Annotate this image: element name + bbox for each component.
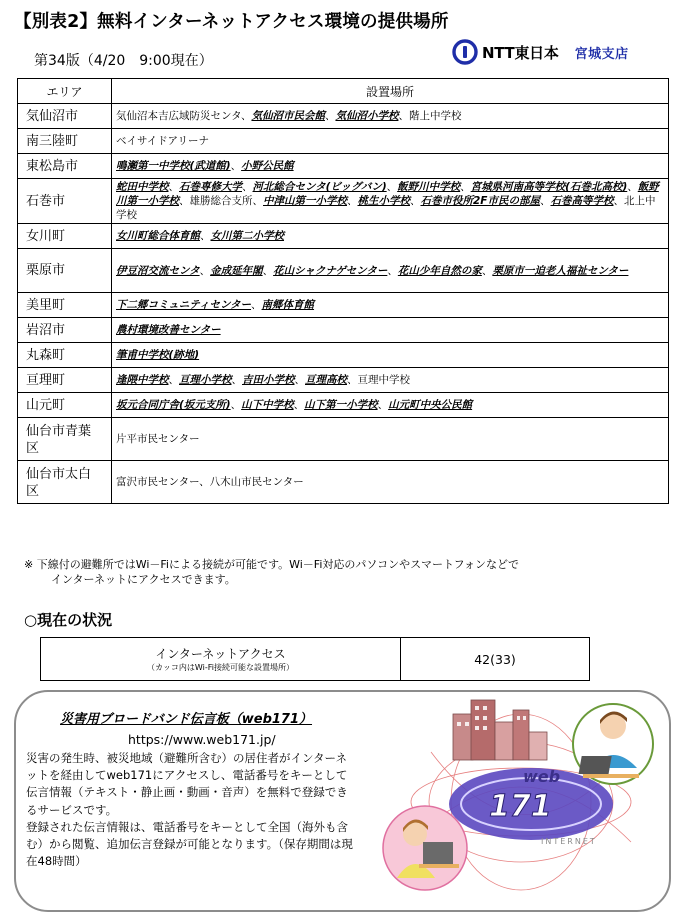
- places-cell: [112, 104, 669, 129]
- place-text: 、: [294, 374, 305, 386]
- place-text: 、雄勝総合支所、: [179, 195, 263, 207]
- place-text: 気仙沼本吉広域防災センタ、: [116, 110, 252, 122]
- place-text: 、: [386, 181, 398, 193]
- wifi-place: 金成延年閣: [210, 264, 263, 277]
- area-cell: 仙台市青葉区: [18, 418, 112, 461]
- status-value: 42(33): [401, 638, 590, 681]
- place-text: 、: [200, 230, 211, 242]
- wifi-place: 栗原市一迫老人福祉センター: [492, 264, 629, 277]
- wifi-place: 中津山第一小学校: [263, 195, 347, 207]
- places-cell: [112, 293, 669, 318]
- web171-logo-icon: [449, 767, 613, 846]
- table-row: [18, 129, 669, 154]
- logo-171-text: 171: [489, 789, 552, 824]
- places-cell: [112, 368, 669, 393]
- wifi-place: 石巻高等学校: [550, 195, 614, 207]
- wifi-place: 坂元合同庁舎(坂元支所): [116, 399, 231, 411]
- area-cell: 美里町: [18, 293, 112, 318]
- places-cell: [112, 154, 669, 179]
- wifi-place: 逢隈中学校: [116, 374, 169, 386]
- places-cell: [112, 179, 669, 224]
- area-cell: 気仙沼市: [18, 104, 112, 129]
- web171-title: 災害用ブロードバンド伝言板（web171）: [60, 712, 313, 727]
- web171-url[interactable]: https://www.web171.jp/: [128, 732, 276, 747]
- header-places: 設置場所: [112, 79, 669, 104]
- places-cell: [112, 224, 669, 249]
- web171-description: 災害の発生時、被災地域（避難所含む）の居住者がインターネットを経由してweb171にアクセスし、電話番号をキーとして伝言情報（テキスト・静止画・動画・音声）を無料で登録できるサービスです。 登録された伝言情報は、電話番号をキーとして全国（海外も含む）から閲覧、追加伝言登録が可能となります。（保存期間は現在48時間）: [26, 751, 353, 869]
- table-row: [18, 418, 669, 461]
- table-row: [18, 368, 669, 393]
- places-cell: [112, 418, 669, 461]
- wifi-place: 気仙沼小学校: [335, 110, 399, 122]
- logo-name: NTT東日本: [482, 43, 559, 62]
- table-row: [18, 393, 669, 418]
- places-cell: [112, 249, 669, 293]
- wifi-place: 宮城県河南高等学校(石巻北高校): [470, 181, 628, 193]
- area-cell: 東松島市: [18, 154, 112, 179]
- table-row: [18, 293, 669, 318]
- table-row: [18, 461, 669, 504]
- place-text: 、: [347, 195, 358, 207]
- place-text: 富沢市民センター、八木山市民センター: [116, 476, 304, 488]
- place-text: 、: [387, 264, 398, 277]
- wifi-place: 石巻市役所2F市民の部屋: [420, 195, 540, 207]
- place-text: 、: [324, 110, 336, 122]
- wifi-place: 蛇田中学校: [116, 181, 169, 193]
- place-text: 、: [262, 264, 274, 277]
- place-text: 、: [377, 399, 389, 411]
- place-text: 、: [168, 181, 179, 193]
- place-text: 、: [293, 399, 305, 411]
- place-text: 、: [168, 374, 179, 386]
- places-cell: [112, 343, 669, 368]
- wifi-place: 山下中学校: [241, 399, 294, 411]
- place-text: 、: [481, 264, 493, 277]
- wifi-place: 飯野川第一小学校: [116, 181, 659, 207]
- wifi-place: 山下第一小学校: [304, 399, 378, 411]
- wifi-place: 花山少年自然の家: [397, 264, 482, 277]
- places-cell: [112, 393, 669, 418]
- status-table: [40, 637, 590, 681]
- status-heading: ○現在の状況: [24, 611, 113, 629]
- places-table-body: [18, 104, 669, 504]
- wifi-place: 花山シャクナゲセンター: [273, 264, 388, 277]
- area-cell: 岩沼市: [18, 318, 112, 343]
- area-cell: 石巻市: [18, 179, 112, 224]
- places-table: [17, 78, 669, 504]
- place-text: 片平市民センター: [116, 433, 200, 445]
- wifi-place: 亘理小学校: [179, 374, 232, 386]
- area-cell: 山元町: [18, 393, 112, 418]
- place-text: 、: [199, 264, 211, 277]
- wifi-place: 桃生小学校: [357, 195, 410, 207]
- area-cell: 南三陸町: [18, 129, 112, 154]
- status-label: インターネットアクセス: [155, 646, 286, 661]
- web171-box: [14, 690, 671, 912]
- table-row: [18, 179, 669, 224]
- wifi-place: 鳴瀬第一中学校(武道館): [116, 160, 231, 172]
- table-row: [18, 104, 669, 129]
- wifi-place: 伊豆沼交流センタ: [116, 264, 200, 277]
- places-cell: [112, 129, 669, 154]
- place-text: 、: [230, 160, 242, 172]
- table-header-row: [18, 79, 669, 104]
- person-laptop-icon-2: [383, 806, 467, 890]
- wifi-place: 飯野川中学校: [397, 181, 461, 193]
- area-cell: 亘理町: [18, 368, 112, 393]
- area-cell: 女川町: [18, 224, 112, 249]
- wifi-place: 河北総合センタ(ビッグバン): [252, 181, 387, 193]
- table-row: [18, 249, 669, 293]
- place-text: 、: [627, 181, 638, 193]
- status-sublabel: （カッコ内はWi-Fi接続可能な設置場所）: [146, 662, 294, 672]
- place-text: 、: [230, 399, 242, 411]
- wifi-place: 亘理高校: [305, 374, 347, 386]
- page-title: 【別表2】無料インターネットアクセス環境の提供場所: [14, 12, 449, 32]
- area-cell: 仙台市太白区: [18, 461, 112, 504]
- area-cell: 丸森町: [18, 343, 112, 368]
- logo-web-text: web: [523, 767, 561, 786]
- wifi-place: 女川第二小学校: [210, 230, 284, 242]
- wifi-place: 女川町総合体育館: [116, 230, 200, 242]
- logo-branch: 宮城支店: [574, 46, 629, 62]
- person-laptop-icon: [573, 704, 653, 784]
- wifi-place: 吉田小学校: [242, 374, 295, 386]
- wifi-place: 小野公民館: [241, 160, 294, 172]
- place-text: 、: [242, 181, 253, 193]
- place-text: 、: [460, 181, 471, 193]
- wifi-note: [24, 557, 519, 587]
- ntt-logo: [452, 38, 629, 66]
- place-text: 、: [231, 374, 242, 386]
- area-cell: 栗原市: [18, 249, 112, 293]
- place-text: 、: [410, 195, 421, 207]
- wifi-place: 南郷体育館: [261, 299, 315, 311]
- wifi-place: 石巻専修大学: [179, 181, 242, 193]
- wifi-place: 筆甫中学校(跡地): [116, 349, 200, 361]
- wifi-place: 農村環境改善センター: [116, 324, 221, 336]
- table-row: [18, 318, 669, 343]
- header-area: エリア: [18, 79, 112, 104]
- logo-internet-text: INTERNET: [541, 837, 597, 846]
- places-cell: [112, 461, 669, 504]
- table-row: [18, 154, 669, 179]
- place-text: 、亘理中学校: [347, 374, 410, 386]
- edition-label: 第34版（4/20 9:00現在）: [34, 53, 213, 69]
- note-line-2: インターネットにアクセスできます。: [51, 573, 236, 586]
- wifi-place: 下二郷コミュニティセンター: [116, 299, 252, 311]
- note-line-1: ※ 下線付の避難所ではWi－Fiによる接続が可能です。Wi－Fi対応のパソコンやスマートフォンなどで: [24, 558, 520, 571]
- table-row: [18, 343, 669, 368]
- web171-illustration: [371, 692, 671, 910]
- place-text: 、北上中学校: [116, 195, 656, 221]
- place-text: 、階上中学校: [398, 110, 462, 122]
- status-row: [41, 638, 590, 681]
- status-label-cell: [41, 638, 401, 681]
- wifi-place: 気仙沼市民会館: [251, 110, 325, 122]
- ntt-logo-icon: [452, 39, 478, 65]
- wifi-place: 山元町中央公民館: [388, 399, 473, 411]
- city-icon: [453, 700, 547, 760]
- place-text: 、: [539, 195, 551, 207]
- place-text: 、: [251, 299, 262, 311]
- places-cell: [112, 318, 669, 343]
- table-row: [18, 224, 669, 249]
- place-text: ベイサイドアリーナ: [116, 135, 210, 147]
